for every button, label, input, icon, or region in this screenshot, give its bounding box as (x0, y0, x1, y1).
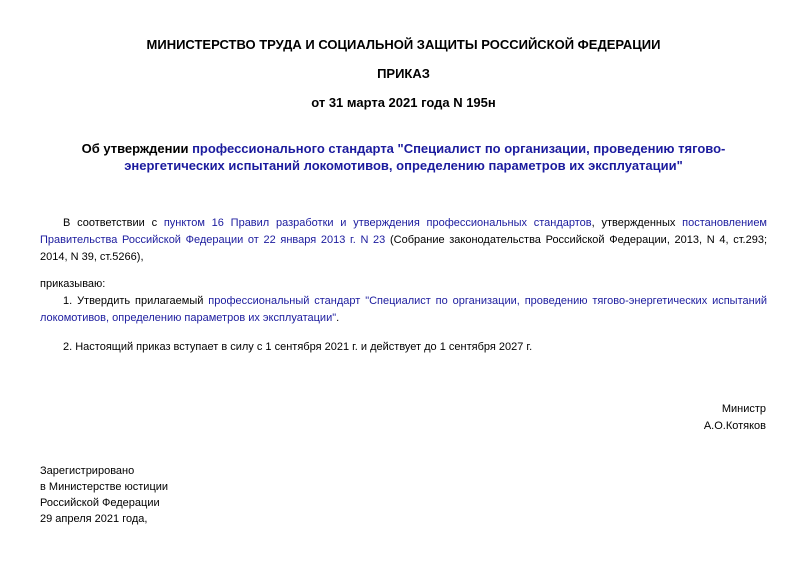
registration-line-2: в Министерстве юстиции (40, 481, 169, 493)
item-2-paragraph: 2. Настоящий приказ вступает в силу с 1 сентября 2021 г. и действует до 1 сентября 2027 г. (63, 341, 533, 353)
registration-line-3: Российской Федерации (40, 497, 160, 509)
ministry-heading: МИНИСТЕРСТВО ТРУДА И СОЦИАЛЬНОЙ ЗАЩИТЫ РОССИЙСКОЙ ФЕДЕРАЦИИ (146, 37, 661, 52)
preamble-text-3: (Собрание законодательства Российской Федерации, 2013, N 4, ст.293; 2014, N 39, ст.5266), (40, 234, 768, 263)
registration-block (40, 463, 168, 527)
document-type: ПРИКАЗ (377, 66, 430, 81)
rules-item-16-link[interactable]: пунктом 16 Правил разработки и утверждения профессиональных стандартов (163, 217, 592, 229)
item-1-paragraph (40, 293, 767, 327)
document-title (40, 140, 767, 174)
document-date-number: от 31 марта 2021 года N 195н (311, 95, 496, 110)
order-word: приказываю: (40, 278, 106, 290)
preamble-text-2: , утвержденных (591, 217, 683, 229)
registration-line-1: Зарегистрировано (40, 465, 135, 477)
preamble-text-1: В соответствии с (63, 217, 164, 229)
signatory-name: А.О.Котяков (703, 420, 766, 432)
registration-line-4: 29 апреля 2021 года, (40, 513, 148, 525)
professional-standard-link[interactable]: профессиональный стандарт "Специалист по организации, проведению тягово-энергетических испытаний локомотивов, определению параметров их эксплуатации" (40, 295, 767, 324)
title-prefix: Об утверждении (81, 141, 193, 156)
item-1-text-1: 1. Утвердить прилагаемый (63, 295, 209, 307)
title-standard-link[interactable]: профессионального стандарта "Специалист по организации, проведению тягово-энергетических испытаний локомотивов, определению параметров их эксплуатации" (124, 141, 726, 173)
item-1-text-2: . (336, 312, 340, 324)
preamble-paragraph (40, 215, 767, 266)
signatory-position: Министр (721, 403, 766, 415)
government-decree-link[interactable]: постановлением Правительства Российской Федерации от 22 января 2013 г. N 23 (40, 217, 767, 246)
